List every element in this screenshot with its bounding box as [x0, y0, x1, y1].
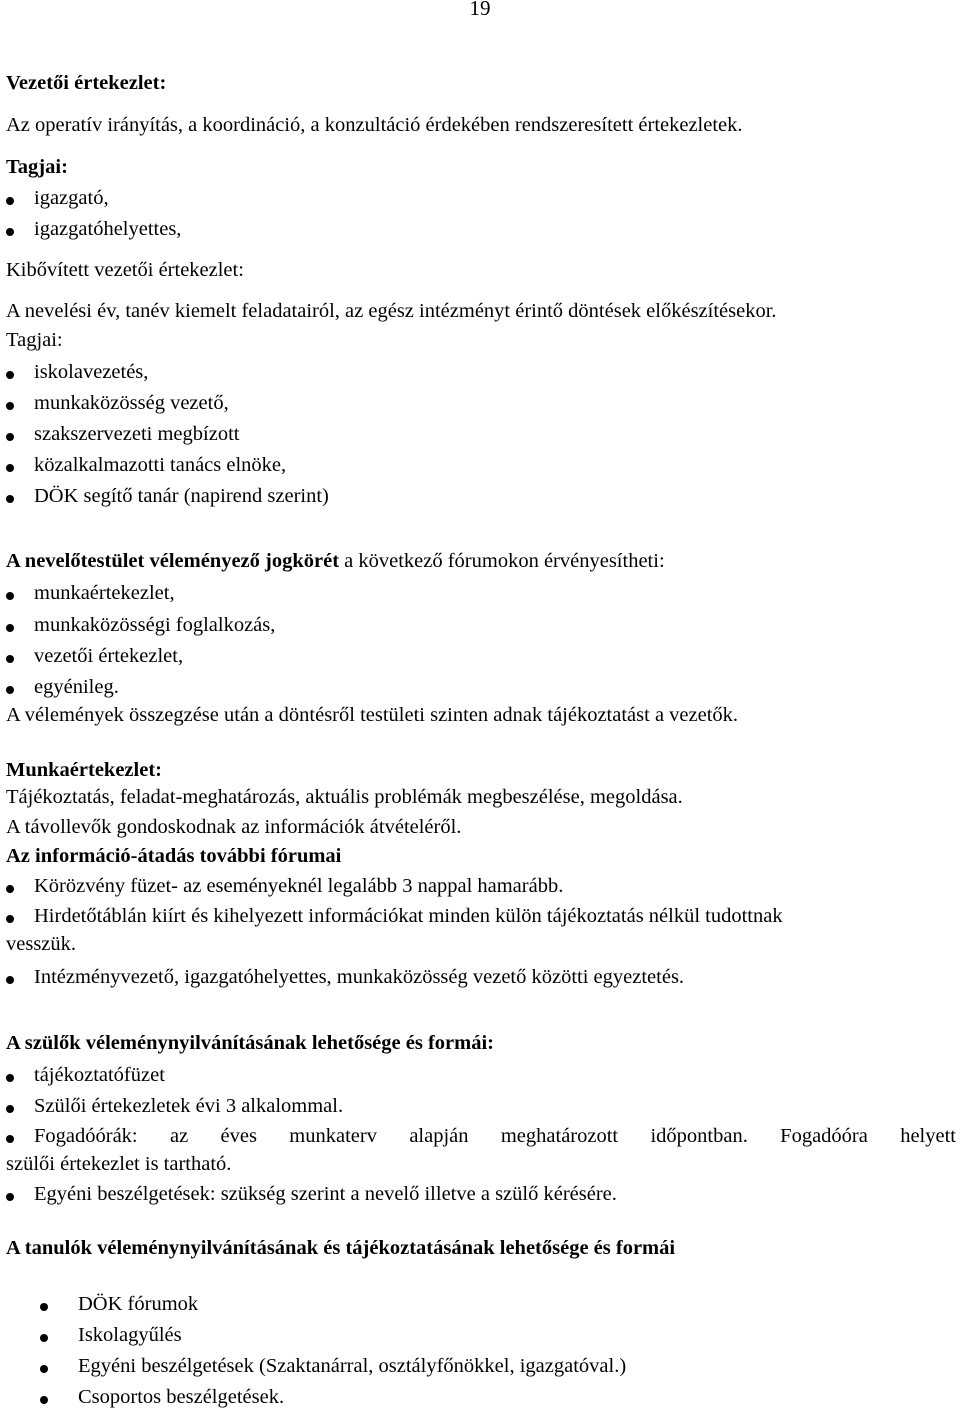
paragraph-nevelotestulet-intro [6, 547, 665, 575]
bullet-icon [6, 1193, 14, 1201]
bullet-icon [6, 885, 14, 893]
list-item: Egyéni beszélgetések: szükség szerint a nevelő illetve a szülő kérésére. [6, 1180, 956, 1208]
bullet-icon [6, 1105, 14, 1113]
list-item: tájékoztatófüzet [6, 1061, 956, 1089]
bullet-icon [6, 371, 14, 379]
list-item: Körözvény füzet- az eseményeknél legalább 3 nappal hamarább. [6, 872, 956, 900]
section-heading-kibovitett: Kibővített vezetői értekezlet: [6, 259, 244, 281]
bullet-icon [40, 1334, 48, 1342]
paragraph-vezetoi-desc: Az operatív irányítás, a koordináció, a konzultáció érdekében rendszeresített értekezletek. [6, 114, 743, 136]
list-item: Hirdetőtáblán kiírt és kihelyezett információkat minden külön tájékoztatás nélkül tudottnak vesszük. [6, 905, 783, 955]
list-item: Csoportos beszélgetések. [40, 1383, 940, 1411]
paragraph-nevelotestulet-summary: A vélemények összegzése után a döntésről testületi szinten adnak tájékoztatást a vezetők. [6, 704, 739, 726]
list-item: Egyéni beszélgetések (Szaktanárral, osztályfőnökkel, igazgatóval.) [40, 1352, 940, 1380]
list-item: DÖK segítő tanár (napirend szerint) [6, 482, 956, 510]
list-item: Szülői értekezletek évi 3 alkalommal. [6, 1092, 956, 1120]
bullet-icon [6, 433, 14, 441]
bullet-icon [6, 197, 14, 205]
bullet-icon [6, 1074, 14, 1082]
paragraph-munkaertekezlet-1: Tájékoztatás, feladat-meghatározás, aktuális problémák megbeszélése, megoldása. [6, 786, 683, 808]
bullet-icon [6, 686, 14, 694]
list-item: Intézményvezető, igazgatóhelyettes, munkaközösség vezető közötti egyeztetés. [6, 963, 956, 991]
paragraph-munkaertekezlet-2: A távollevők gondoskodnak az információk átvételéről. [6, 816, 462, 838]
list-item: Iskolagyűlés [40, 1321, 940, 1349]
list-item: munkaközösségi foglalkozás, [6, 611, 956, 639]
intro-bold: A nevelőtestület véleményező jogkörét [6, 550, 340, 572]
list-item: DÖK fórumok [40, 1290, 940, 1318]
list-item: vezetői értekezlet, [6, 642, 956, 670]
bullet-icon [6, 624, 14, 632]
bullet-icon [6, 402, 14, 410]
members-label-kibovitett: Tagjai: [6, 329, 63, 351]
bullet-icon [40, 1365, 48, 1373]
section-heading-tanulok: A tanulók véleménynyilvánításának és tájékoztatásának lehetősége és formái [6, 1237, 676, 1259]
bullet-icon [6, 655, 14, 663]
page-number: 19 [469, 0, 491, 20]
bullet-icon [6, 1135, 14, 1143]
list-item: munkaközösség vezető, [6, 389, 956, 417]
section-heading-munkaertekezlet: Munkaértekezlet: [6, 759, 162, 781]
bullet-icon [6, 976, 14, 984]
bullet-icon [40, 1396, 48, 1404]
bullet-icon [6, 592, 14, 600]
bullet-icon [6, 495, 14, 503]
section-heading-szulok: A szülők véleménynyilvánításának lehetősége és formái: [6, 1032, 494, 1054]
section-heading-vezetoi: Vezetői értekezlet: [6, 72, 167, 94]
list-item: iskolavezetés, [6, 358, 956, 386]
list-item: igazgatóhelyettes, [6, 215, 956, 243]
list-item: igazgató, [6, 184, 956, 212]
section-heading-informacio: Az információ-átadás további fórumai [6, 845, 342, 867]
intro-rest: a következő fórumokon érvényesítheti: [339, 550, 665, 572]
list-item: közalkalmazotti tanács elnöke, [6, 451, 956, 479]
bullet-icon [6, 228, 14, 236]
list-item: Fogadóórák: az éves munkaterv alapján meghatározott időpontban. Fogadóóra helyett szülői értekezlet is tartható. [6, 1125, 956, 1175]
bullet-icon [40, 1303, 48, 1311]
members-label-vezetoi: Tagjai: [6, 156, 68, 178]
list-item: egyénileg. [6, 673, 956, 701]
bullet-icon [6, 915, 14, 923]
bullet-icon [6, 464, 14, 472]
list-item: munkaértekezlet, [6, 579, 956, 607]
paragraph-kibovitett-desc: A nevelési év, tanév kiemelt feladatairól, az egész intézményt érintő döntések előkészítésekor. [6, 300, 777, 322]
list-item: szakszervezeti megbízott [6, 420, 956, 448]
